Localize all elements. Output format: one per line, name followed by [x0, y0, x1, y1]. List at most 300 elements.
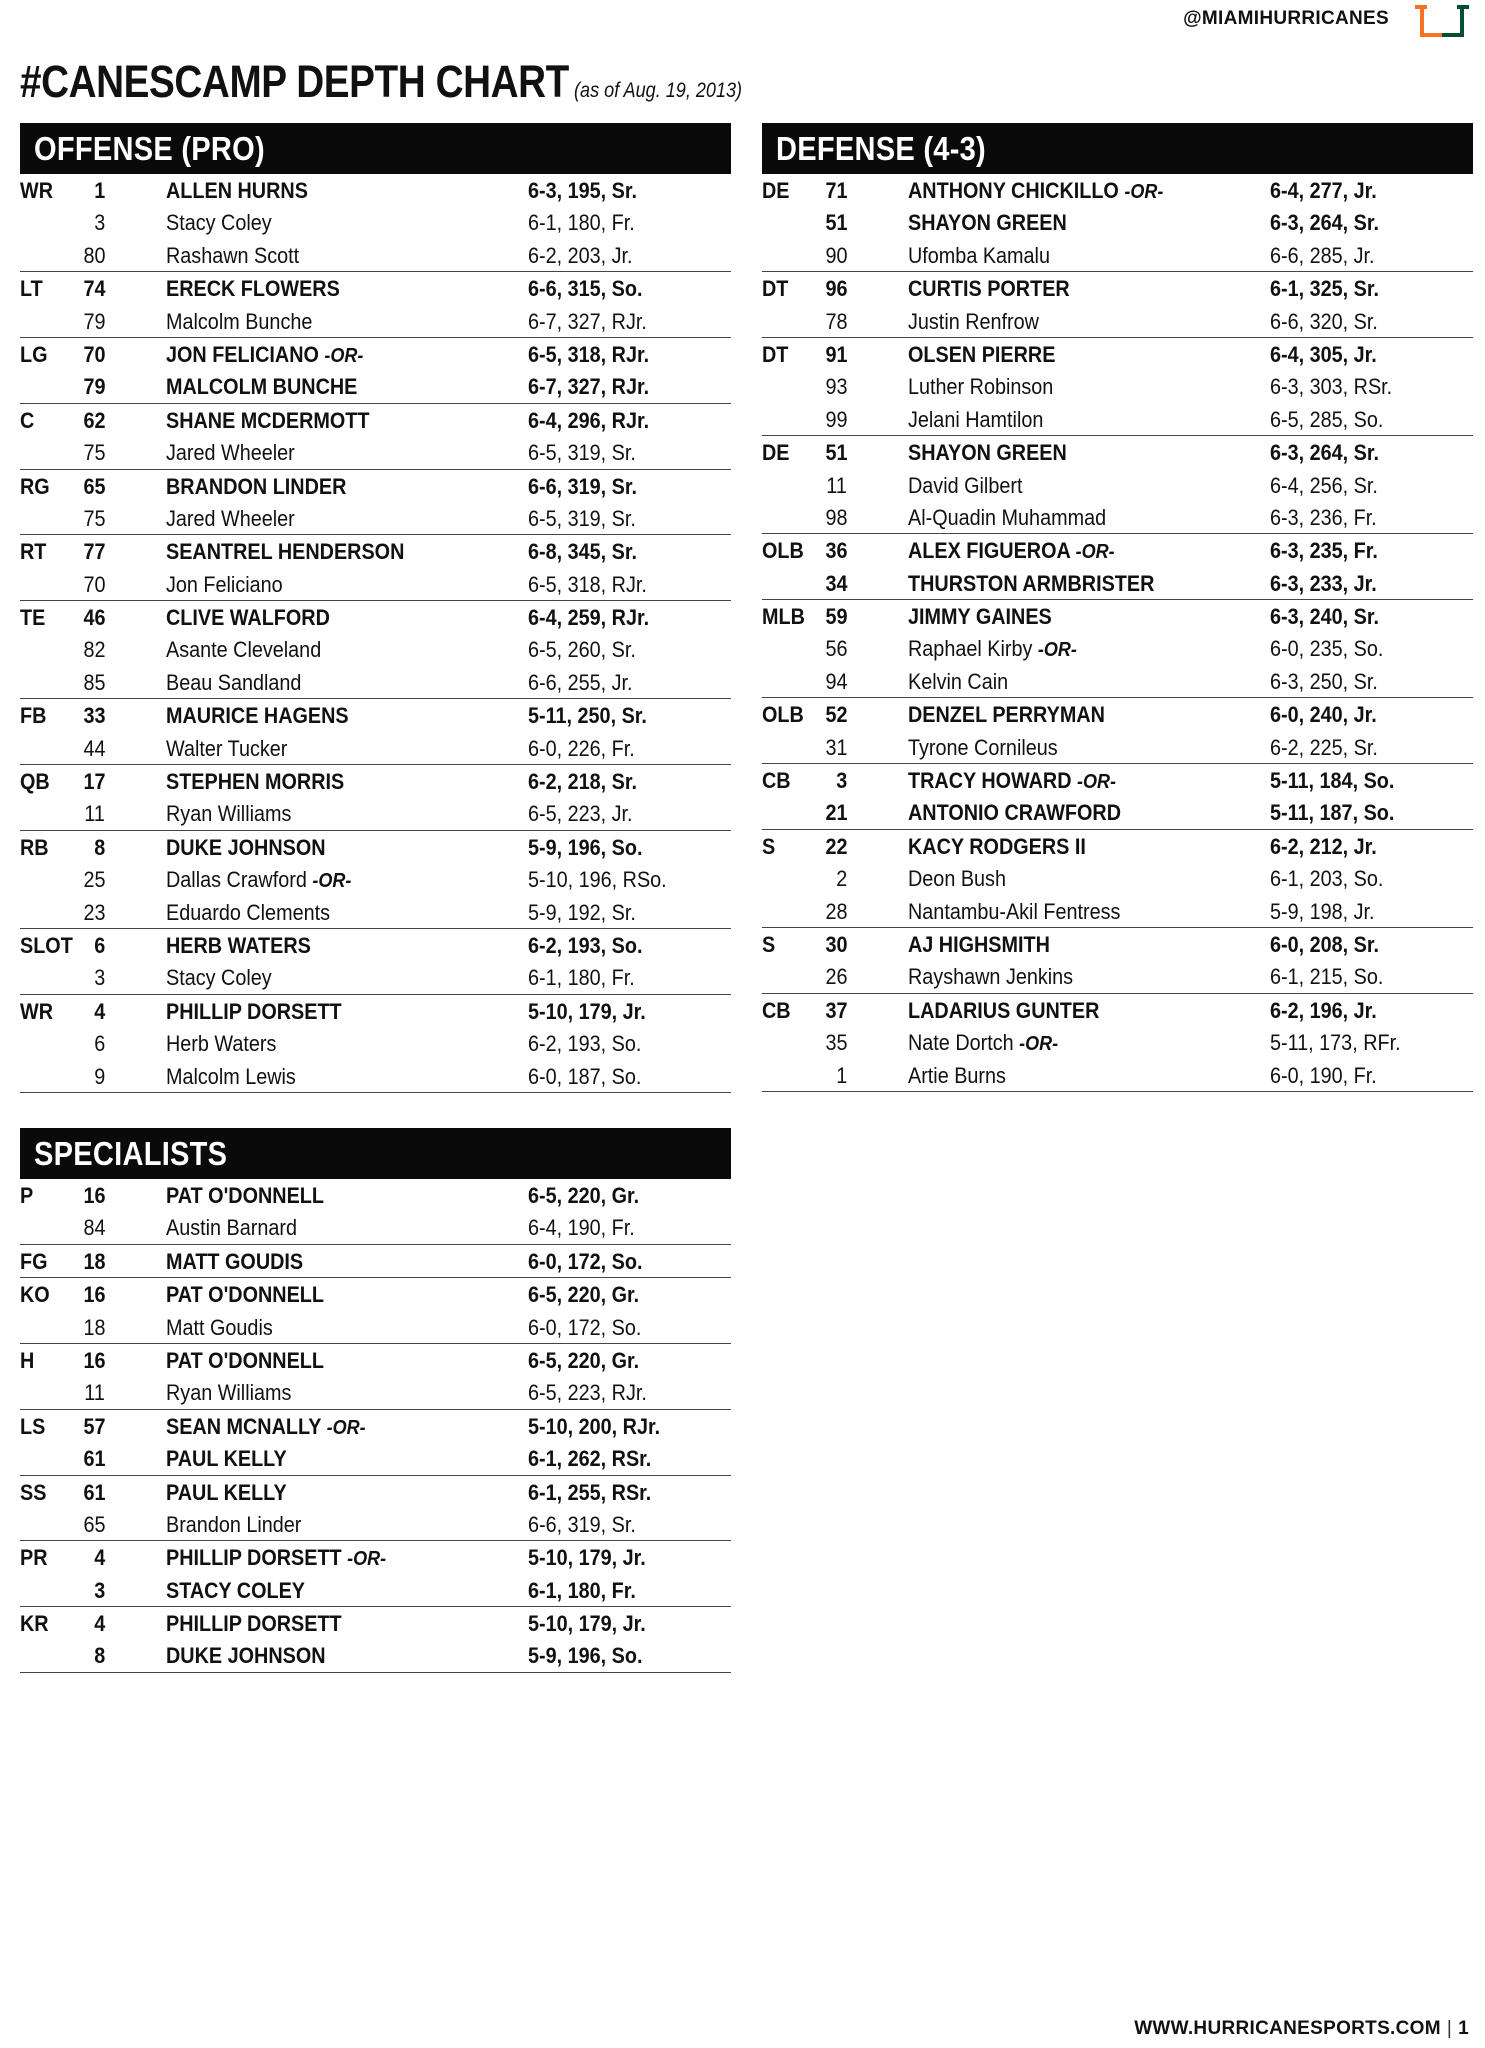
player-name-text: David Gilbert — [908, 472, 1023, 498]
player-name-text: LADARIUS GUNTER — [908, 997, 1100, 1023]
offense-section — [20, 123, 731, 1093]
player-vitals: 6-4, 296, RJr. — [528, 407, 650, 433]
player-name — [908, 473, 1022, 499]
position-group — [20, 929, 731, 995]
player-row — [20, 831, 731, 863]
player-row — [762, 305, 1473, 337]
player-row — [762, 1026, 1473, 1058]
position-label: CB — [762, 997, 791, 1023]
or-marker: -OR- — [347, 1548, 387, 1571]
player-vitals: 5-11, 184, So. — [1270, 768, 1395, 794]
position-label: LG — [20, 341, 48, 367]
player-name-text: Jared Wheeler — [166, 505, 295, 531]
player-name-text: OLSEN PIERRE — [908, 341, 1056, 367]
offense-list — [20, 174, 731, 1093]
jersey-number: 4 — [93, 1545, 105, 1571]
offense-heading — [20, 123, 731, 174]
player-name — [908, 407, 1043, 433]
player-row — [20, 1060, 731, 1092]
player-name-text: Deon Bush — [908, 866, 1006, 892]
player-vitals: 6-1, 262, RSr. — [528, 1446, 652, 1472]
position-group — [762, 272, 1473, 338]
player-name-text: MAURICE HAGENS — [166, 703, 349, 729]
specialists-heading-text: SPECIALISTS — [34, 1135, 228, 1172]
player-row — [20, 206, 731, 238]
jersey-number: 80 — [82, 242, 105, 268]
player-name-text: JIMMY GAINES — [908, 604, 1052, 630]
player-vitals: 6-5, 223, RJr. — [528, 1380, 647, 1406]
position-label: DE — [762, 440, 790, 466]
player-name-text: PAT O'DONNELL — [166, 1347, 324, 1373]
player-vitals: 6-4, 305, Jr. — [1270, 341, 1377, 367]
jersey-number: 3 — [93, 210, 105, 236]
twitter-handle: @MIAMIHURRICANES — [1183, 8, 1389, 29]
player-name-text: DUKE JOHNSON — [166, 834, 326, 860]
player-name — [908, 571, 1154, 597]
player-row — [20, 370, 731, 402]
player-row — [762, 1059, 1473, 1091]
player-name-text: PAT O'DONNELL — [166, 1282, 324, 1308]
position-group — [20, 404, 731, 470]
jersey-number: 84 — [82, 1215, 105, 1241]
jersey-number: 91 — [824, 341, 847, 367]
player-name — [166, 506, 295, 532]
position-group — [20, 601, 731, 699]
jersey-number: 30 — [824, 931, 847, 957]
player-vitals: 6-6, 320, Sr. — [1270, 308, 1378, 334]
player-name — [166, 1031, 276, 1057]
player-vitals: 6-5, 318, RJr. — [528, 571, 647, 597]
player-name — [908, 374, 1053, 400]
jersey-number: 17 — [82, 769, 105, 795]
player-row — [762, 534, 1473, 566]
or-marker: -OR- — [326, 1416, 366, 1439]
player-name-text: SHAYON GREEN — [908, 210, 1067, 236]
player-name-text: AJ HIGHSMITH — [908, 931, 1050, 957]
player-row — [20, 1607, 731, 1639]
player-name-text: ANTHONY CHICKILLO — [908, 178, 1119, 203]
player-row — [20, 502, 731, 534]
specialists-section — [20, 1128, 731, 1673]
player-row — [762, 796, 1473, 828]
player-row — [762, 665, 1473, 697]
jersey-number: 18 — [82, 1248, 105, 1274]
player-name-text: Malcolm Bunche — [166, 308, 313, 334]
jersey-number: 31 — [824, 734, 847, 760]
website-url: WWW.HURRICANESPORTS.COM — [1134, 2018, 1441, 2039]
player-name-text: BRANDON LINDER — [166, 473, 347, 499]
player-name — [908, 800, 1121, 826]
position-label: CB — [762, 768, 791, 794]
player-row — [20, 863, 731, 895]
jersey-number: 3 — [93, 1577, 105, 1603]
player-name-text: Rashawn Scott — [166, 242, 300, 268]
jersey-number: 28 — [824, 898, 847, 924]
position-label: PR — [20, 1545, 48, 1571]
position-group — [20, 1541, 731, 1607]
player-vitals: 6-1, 180, Fr. — [528, 1577, 636, 1603]
position-group — [762, 338, 1473, 436]
jersey-number: 75 — [82, 505, 105, 531]
player-vitals: 6-5, 285, So. — [1270, 406, 1384, 432]
player-name — [908, 440, 1067, 466]
title-text: #CANESCAMP DEPTH CHART — [20, 56, 569, 107]
player-name-text: SHAYON GREEN — [908, 440, 1067, 466]
player-row — [762, 994, 1473, 1026]
player-name-text: Justin Renfrow — [908, 308, 1039, 334]
player-vitals: 6-8, 345, Sr. — [528, 539, 637, 565]
position-group — [762, 764, 1473, 830]
player-vitals: 6-1, 180, Fr. — [528, 210, 635, 236]
position-group — [20, 765, 731, 831]
jersey-number: 33 — [82, 703, 105, 729]
jersey-number: 11 — [84, 801, 105, 827]
player-name-text: Brandon Linder — [166, 1511, 302, 1537]
position-group — [762, 600, 1473, 698]
position-label: C — [20, 407, 35, 433]
jersey-number: 85 — [82, 669, 105, 695]
player-row — [20, 1476, 731, 1508]
position-group — [20, 1179, 731, 1245]
or-marker: -OR- — [1037, 639, 1077, 662]
player-row — [20, 1245, 731, 1277]
position-group — [20, 1344, 731, 1410]
player-row — [20, 1344, 731, 1376]
player-vitals: 6-3, 236, Fr. — [1270, 504, 1377, 530]
player-vitals: 5-9, 196, So. — [528, 834, 643, 860]
player-vitals: 6-6, 319, Sr. — [528, 473, 637, 499]
player-name-text: MALCOLM BUNCHE — [166, 374, 358, 400]
player-name-text: PAT O'DONNELL — [166, 1183, 324, 1208]
player-name — [166, 1348, 324, 1374]
player-vitals: 5-10, 179, Jr. — [528, 1611, 646, 1637]
position-group — [762, 436, 1473, 534]
player-name — [166, 1578, 305, 1604]
footer — [1134, 2018, 1469, 2040]
player-name-text: ANTONIO CRAWFORD — [908, 800, 1122, 826]
position-label: LS — [20, 1413, 46, 1439]
position-group — [20, 699, 731, 765]
player-vitals: 6-3, 195, Sr. — [528, 178, 637, 203]
player-name — [908, 768, 1116, 794]
player-row — [20, 1179, 731, 1211]
player-name — [166, 736, 287, 762]
player-name-text: Asante Cleveland — [166, 637, 322, 663]
player-name — [166, 1611, 342, 1637]
player-row — [762, 403, 1473, 435]
or-marker: -OR- — [1019, 1033, 1059, 1056]
player-row — [762, 862, 1473, 894]
position-label: P — [20, 1183, 34, 1208]
jersey-number: 79 — [82, 308, 105, 334]
jersey-number: 35 — [824, 1030, 847, 1056]
player-name-text: Tyrone Cornileus — [908, 734, 1058, 760]
player-row — [762, 338, 1473, 370]
jersey-number: 57 — [82, 1413, 105, 1439]
jersey-number: 11 — [826, 472, 847, 498]
player-row — [762, 567, 1473, 599]
jersey-number: 62 — [82, 407, 105, 433]
player-name — [908, 604, 1052, 630]
jersey-number: 56 — [824, 636, 847, 662]
player-vitals: 6-3, 303, RSr. — [1270, 374, 1393, 400]
player-name-text: DENZEL PERRYMAN — [908, 702, 1105, 728]
player-name — [166, 900, 330, 926]
player-vitals: 5-10, 196, RSo. — [528, 867, 667, 893]
player-vitals: 6-2, 193, So. — [528, 1031, 642, 1057]
player-vitals: 6-3, 264, Sr. — [1270, 210, 1379, 236]
player-name — [166, 769, 344, 795]
position-label: H — [20, 1347, 35, 1373]
defense-heading — [762, 123, 1473, 174]
jersey-number: 4 — [93, 998, 105, 1024]
player-vitals: 6-3, 233, Jr. — [1270, 570, 1377, 596]
player-row — [20, 732, 731, 764]
player-name-text: Ryan Williams — [166, 801, 292, 827]
player-name — [166, 1282, 324, 1308]
or-marker: -OR- — [1075, 541, 1115, 564]
page-number: 1 — [1458, 2018, 1469, 2039]
player-name — [166, 999, 342, 1025]
defense-heading-text: DEFENSE (4-3) — [776, 130, 986, 167]
player-row — [762, 928, 1473, 960]
position-label: QB — [20, 769, 50, 795]
position-label: OLB — [762, 538, 804, 564]
player-name — [908, 932, 1050, 958]
player-name-text: Matt Goudis — [166, 1314, 273, 1340]
jersey-number: 1 — [835, 1062, 847, 1088]
player-vitals: 6-2, 218, Sr. — [528, 769, 637, 795]
position-group — [762, 534, 1473, 600]
player-row — [762, 632, 1473, 664]
player-vitals: 6-3, 240, Sr. — [1270, 604, 1379, 630]
player-row — [762, 469, 1473, 501]
jersey-number: 3 — [93, 965, 105, 991]
jersey-number: 2 — [835, 866, 847, 892]
player-vitals: 6-0, 235, So. — [1270, 636, 1384, 662]
player-row — [762, 436, 1473, 468]
player-row — [20, 1508, 731, 1540]
player-vitals: 6-3, 250, Sr. — [1270, 668, 1378, 694]
player-vitals: 6-2, 193, So. — [528, 932, 643, 958]
player-name — [908, 834, 1086, 860]
player-name-text: Jared Wheeler — [166, 440, 295, 466]
player-name-text: HERB WATERS — [166, 932, 311, 958]
player-row — [20, 239, 731, 271]
player-name-text: ALLEN HURNS — [166, 178, 308, 203]
player-name — [166, 867, 351, 893]
player-name — [908, 210, 1067, 236]
player-name — [166, 1183, 324, 1209]
player-vitals: 6-3, 264, Sr. — [1270, 440, 1379, 466]
player-vitals: 6-0, 172, So. — [528, 1314, 642, 1340]
player-name-text: ALEX FIGUEROA — [908, 538, 1071, 564]
player-vitals: 6-1, 255, RSr. — [528, 1479, 652, 1505]
player-vitals: 6-5, 223, Jr. — [528, 801, 633, 827]
player-vitals: 6-4, 259, RJr. — [528, 605, 650, 631]
player-vitals: 6-4, 190, Fr. — [528, 1215, 635, 1241]
player-name-text: SEAN MCNALLY — [166, 1413, 322, 1439]
jersey-number: 77 — [82, 539, 105, 565]
player-row — [20, 601, 731, 633]
position-group — [20, 1410, 731, 1476]
jersey-number: 75 — [82, 440, 105, 466]
player-name-text: PHILLIP DORSETT — [166, 1611, 342, 1637]
player-vitals: 6-5, 260, Sr. — [528, 637, 636, 663]
player-vitals: 6-7, 327, RJr. — [528, 308, 647, 334]
position-group — [20, 470, 731, 536]
player-vitals: 6-0, 190, Fr. — [1270, 1062, 1377, 1088]
jersey-number: 93 — [824, 374, 847, 400]
position-label: WR — [20, 998, 53, 1024]
player-name — [166, 1315, 273, 1341]
player-name — [166, 965, 272, 991]
specialists-heading — [20, 1128, 731, 1179]
defense-list — [762, 174, 1473, 1092]
player-vitals: 6-4, 277, Jr. — [1270, 178, 1377, 203]
player-name-text: Nantambu-Akil Fentress — [908, 898, 1121, 924]
jersey-number: 79 — [82, 374, 105, 400]
player-name-text: PHILLIP DORSETT — [166, 998, 342, 1024]
jersey-number: 26 — [824, 964, 847, 990]
player-name-text: JON FELICIANO — [166, 341, 319, 367]
player-vitals: 5-11, 173, RFr. — [1270, 1030, 1401, 1056]
player-name — [166, 243, 299, 269]
player-name-text: CURTIS PORTER — [908, 276, 1070, 302]
player-row — [20, 535, 731, 567]
player-name-text: Jelani Hamtilon — [908, 406, 1044, 432]
player-name — [166, 178, 308, 204]
player-vitals: 5-9, 192, Sr. — [528, 899, 636, 925]
player-vitals: 6-0, 187, So. — [528, 1063, 642, 1089]
position-group — [20, 1607, 731, 1673]
player-name — [166, 474, 346, 500]
or-marker: -OR- — [1124, 181, 1164, 203]
position-group — [762, 928, 1473, 994]
player-row — [20, 1211, 731, 1243]
jersey-number: 36 — [824, 538, 847, 564]
player-row — [20, 633, 731, 665]
player-name — [908, 243, 1050, 269]
player-name — [166, 670, 301, 696]
jersey-number: 65 — [82, 1511, 105, 1537]
player-name — [908, 1063, 1006, 1089]
player-name-text: Nate Dortch — [908, 1030, 1014, 1056]
player-vitals: 6-5, 220, Gr. — [528, 1282, 640, 1308]
player-name — [166, 801, 291, 827]
player-vitals: 6-7, 327, RJr. — [528, 374, 650, 400]
position-group — [762, 174, 1473, 272]
player-row — [20, 1541, 731, 1573]
player-vitals: 6-1, 180, Fr. — [528, 965, 635, 991]
player-row — [20, 1311, 731, 1343]
player-vitals: 6-1, 325, Sr. — [1270, 276, 1379, 302]
player-vitals: 6-4, 256, Sr. — [1270, 472, 1378, 498]
player-name — [908, 505, 1106, 531]
position-label: SS — [20, 1479, 47, 1505]
position-label: FB — [20, 703, 47, 729]
player-row — [20, 1639, 731, 1671]
player-vitals: 6-2, 225, Sr. — [1270, 734, 1378, 760]
jersey-number: 37 — [824, 997, 847, 1023]
player-row — [20, 404, 731, 436]
player-name — [908, 866, 1006, 892]
player-vitals: 5-9, 196, So. — [528, 1643, 643, 1669]
player-row — [20, 929, 731, 961]
player-name-text: SHANE MCDERMOTT — [166, 407, 370, 433]
jersey-number: 59 — [824, 604, 847, 630]
jersey-number: 1 — [93, 178, 105, 203]
jersey-number: 22 — [824, 833, 847, 859]
position-label: RG — [20, 473, 50, 499]
player-name — [166, 342, 363, 368]
position-label: FG — [20, 1248, 48, 1274]
jersey-number: 16 — [82, 1183, 105, 1208]
player-name-text: STEPHEN MORRIS — [166, 769, 345, 795]
player-name-text: ERECK FLOWERS — [166, 276, 340, 302]
player-name — [166, 835, 326, 861]
position-label: RT — [20, 539, 47, 565]
jersey-number: 16 — [82, 1282, 105, 1308]
player-name-text: STACY COLEY — [166, 1577, 305, 1603]
player-vitals: 6-6, 285, Jr. — [1270, 242, 1375, 268]
player-name — [166, 933, 311, 959]
player-name — [908, 178, 1163, 204]
player-name — [166, 374, 357, 400]
player-name-text: Herb Waters — [166, 1031, 277, 1057]
player-row — [20, 797, 731, 829]
player-row — [20, 568, 731, 600]
position-label: LT — [20, 276, 43, 302]
position-label: S — [762, 931, 776, 957]
player-name-text: Stacy Coley — [166, 210, 272, 236]
player-vitals: 6-6, 315, So. — [528, 276, 643, 302]
player-name — [908, 309, 1039, 335]
player-vitals: 6-0, 226, Fr. — [528, 735, 635, 761]
player-row — [762, 764, 1473, 796]
position-label: MLB — [762, 604, 805, 630]
player-name — [908, 669, 1008, 695]
player-name-text: Dallas Crawford — [166, 867, 307, 893]
player-row — [20, 699, 731, 731]
jersey-number: 8 — [93, 834, 105, 860]
player-name-text: Kelvin Cain — [908, 668, 1009, 694]
player-name — [166, 703, 349, 729]
jersey-number: 6 — [93, 932, 105, 958]
player-row — [762, 895, 1473, 927]
jersey-number: 44 — [82, 735, 105, 761]
or-marker: -OR- — [1077, 771, 1117, 794]
jersey-number: 99 — [824, 406, 847, 432]
player-vitals: 6-0, 240, Jr. — [1270, 702, 1377, 728]
player-name-text: PHILLIP DORSETT — [166, 1545, 342, 1571]
player-row — [20, 1574, 731, 1606]
player-name — [166, 1380, 291, 1406]
player-name — [166, 1215, 297, 1241]
player-name-text: Eduardo Clements — [166, 899, 330, 925]
player-row — [20, 305, 731, 337]
player-vitals: 5-9, 198, Jr. — [1270, 898, 1375, 924]
player-row — [20, 1410, 731, 1442]
player-name — [166, 637, 321, 663]
defense-section — [762, 123, 1473, 1092]
jersey-number: 3 — [835, 768, 847, 794]
jersey-number: 21 — [824, 800, 847, 826]
player-row — [20, 272, 731, 304]
player-row — [20, 1442, 731, 1474]
player-name-text: Al-Quadin Muhammad — [908, 504, 1107, 530]
as-of-date: (as of Aug. 19, 2013) — [574, 79, 743, 102]
